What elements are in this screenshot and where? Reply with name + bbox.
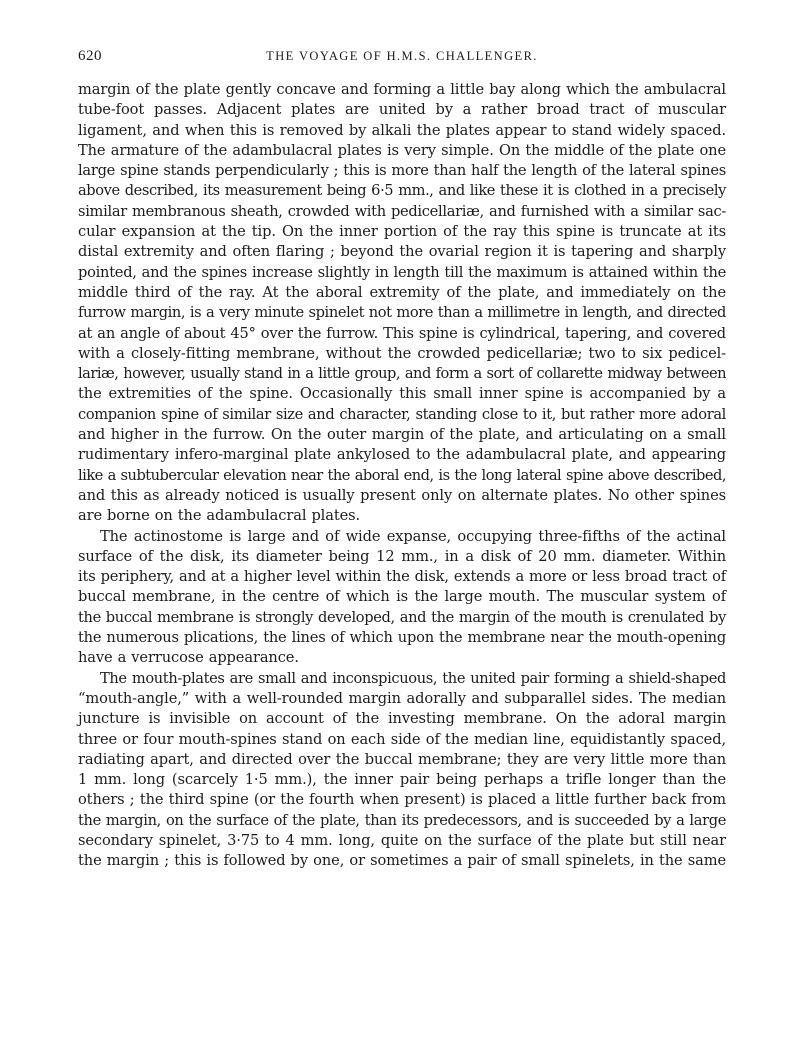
text-line: with a closely-fitting membrane, without the crowded pedicellariæ; two to six pedicel- <box>78 344 726 362</box>
text-line: the margin ; this is followed by one, or sometimes a pair of small spinelets, in the same <box>78 852 726 870</box>
text-line: the buccal membrane is strongly developed, and the margin of the mouth is crenulated by <box>78 608 726 626</box>
text-line: lariæ, however, usually stand in a little group, and form a sort of collarette midway between <box>78 365 726 383</box>
running-header <box>78 48 726 70</box>
text-line: radiating apart, and directed over the buccal membrane; they are very little more than <box>78 750 726 768</box>
text-line: large spine stands perpendicularly ; this is more than half the length of the lateral spines <box>78 162 726 180</box>
paragraph-start-line: The actinostome is large and of wide expanse, occupying three-fifths of the actinal <box>100 527 726 545</box>
text-line: three or four mouth-spines stand on each side of the median line, equidistantly spaced, <box>78 730 726 748</box>
text-line: middle third of the ray. At the aboral extremity of the plate, and immediately on the <box>78 283 726 301</box>
text-line: The armature of the adambulacral plates is very simple. On the middle of the plate one <box>78 141 726 159</box>
text-line: ligament, and when this is removed by alkali the plates appear to stand widely spaced. <box>78 121 726 139</box>
text-line: furrow margin, is a very minute spinelet not more than a millimetre in length, and directed <box>78 304 726 322</box>
text-line: “mouth-angle,” with a well-rounded margin adorally and subparallel sides. The median <box>78 689 726 707</box>
text-line: 1 mm. long (scarcely 1·5 mm.), the inner pair being perhaps a trifle longer than the <box>78 771 726 789</box>
text-line: margin of the plate gently concave and forming a little bay along which the ambulacral <box>78 81 726 98</box>
text-line: distal extremity and often flaring ; beyond the ovarial region it is tapering and sharply <box>78 243 726 261</box>
text-line: the numerous plications, the lines of which upon the membrane near the mouth-opening <box>78 629 726 647</box>
text-line: secondary spinelet, 3·75 to 4 mm. long, quite on the surface of the plate but still near <box>78 831 726 849</box>
text-line: similar membranous sheath, crowded with pedicellariæ, and furnished with a similar sac- <box>78 202 726 220</box>
text-line: and this as already noticed is usually present only on alternate plates. No other spines <box>78 486 726 504</box>
paragraph-start-line: The mouth-plates are small and inconspicuous, the united pair forming a shield-shaped <box>100 669 726 687</box>
text-line: companion spine of similar size and character, standing close to it, but rather more adoral <box>78 405 726 423</box>
text-line: pointed, and the spines increase slightly in length till the maximum is attained within the <box>78 263 726 281</box>
text-line: like a subtubercular elevation near the aboral end, is the long lateral spine above described, <box>78 466 726 484</box>
paragraph-end-line: have a verrucose appearance. <box>78 649 299 667</box>
text-line: cular expansion at the tip. On the inner portion of the ray this spine is truncate at its <box>78 223 726 241</box>
text-line: rudimentary infero-marginal plate ankylosed to the adambulacral plate, and appearing <box>78 446 726 464</box>
page-number: 620 <box>78 48 102 64</box>
text-line: buccal membrane, in the centre of which is the large mouth. The muscular system of <box>78 588 726 606</box>
text-line: the extremities of the spine. Occasionally this small inner spine is accompanied by a <box>78 385 726 403</box>
text-line: others ; the third spine (or the fourth when present) is placed a little further back from <box>78 791 726 809</box>
text-line: and higher in the furrow. On the outer margin of the plate, and articulating on a small <box>78 426 726 444</box>
text-line: tube-foot passes. Adjacent plates are united by a rather broad tract of muscular <box>78 101 726 119</box>
paragraph-end-line: are borne on the adambulacral plates. <box>78 507 361 525</box>
text-line: its periphery, and at a higher level within the disk, extends a more or less broad tract of <box>78 568 726 586</box>
text-line: at an angle of about 45° over the furrow. This spine is cylindrical, tapering, and covered <box>78 324 726 342</box>
text-line: juncture is invisible on account of the investing membrane. On the adoral margin <box>78 710 726 728</box>
text-line: the margin, on the surface of the plate, than its predecessors, and is succeeded by a large <box>78 811 726 829</box>
text-line: surface of the disk, its diameter being 12 mm., in a disk of 20 mm. diameter. Within <box>78 547 726 565</box>
text-line: above described, its measurement being 6·5 mm., and like these it is clothed in a precisely <box>78 182 726 200</box>
running-title: THE VOYAGE OF H.M.S. CHALLENGER. <box>266 49 538 63</box>
body-text <box>78 80 726 872</box>
